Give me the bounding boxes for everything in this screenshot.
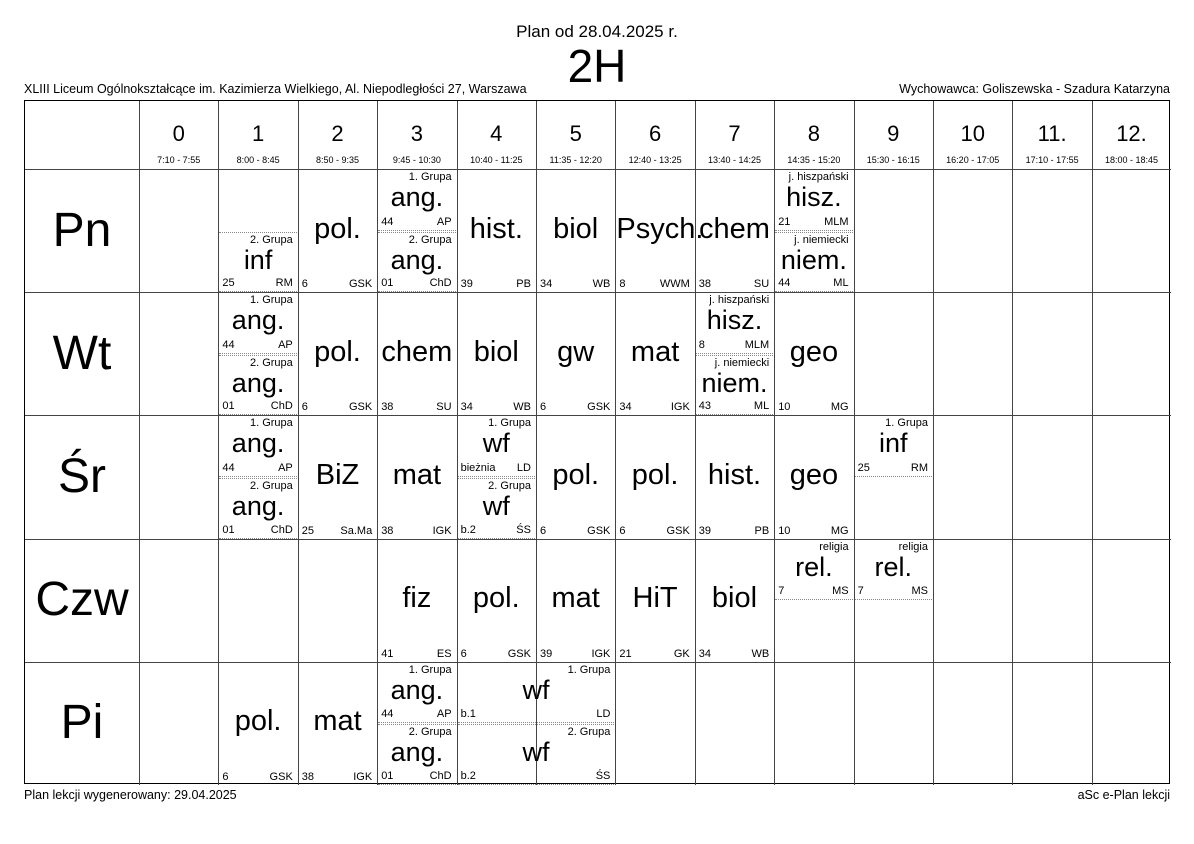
lesson-subject: hisz.: [706, 305, 763, 336]
lesson-cell: [219, 232, 296, 293]
lesson-cell: [775, 416, 852, 538]
lesson-cell: [219, 293, 296, 354]
period-number: 0: [172, 121, 185, 146]
lesson-teacher: GSK: [348, 401, 373, 414]
lesson-cell: [378, 293, 455, 415]
generated-date: Plan lekcji wygenerowany: 29.04.2025: [24, 788, 237, 802]
lesson-subject: wf: [522, 737, 550, 768]
lesson-cell: [616, 540, 693, 662]
lesson-teacher: GSK: [269, 770, 293, 783]
day-name: Pi: [60, 696, 104, 750]
period-time: 17:10 - 17:55: [1025, 155, 1079, 165]
lesson-subject: inf: [243, 244, 273, 275]
plan-date-title: Plan od 28.04.2025 r.: [516, 22, 678, 41]
lesson-teacher: PB: [754, 524, 770, 537]
lesson-teacher: AP: [436, 215, 452, 228]
lesson-subject: Psych.: [616, 212, 704, 245]
lesson-subject: inf: [879, 428, 908, 459]
lesson-cell: [299, 416, 376, 538]
lesson-subject: ang.: [231, 491, 285, 521]
lesson-room: 38: [381, 524, 394, 537]
lesson-group: j. niemiecki: [714, 356, 770, 369]
grid-vline: [1012, 101, 1013, 785]
lesson-subject: pol.: [234, 705, 282, 738]
lesson-teacher: ChD: [270, 400, 293, 413]
lesson-teacher: AP: [436, 708, 452, 721]
software-credit: aSc e-Plan lekcji: [1077, 788, 1170, 802]
lesson-room: 21: [619, 647, 632, 660]
lesson-room: b.2: [460, 523, 476, 536]
lesson-cell: [696, 355, 773, 416]
lesson-teacher: IGK: [591, 647, 611, 660]
lesson-room: 6: [619, 524, 626, 537]
lesson-cell: [378, 170, 455, 231]
lesson-group: j. hiszpański: [788, 171, 849, 183]
lesson-cell: [219, 416, 296, 477]
lesson-teacher: ChD: [429, 769, 452, 782]
school-name: XLIII Liceum Ogólnokształcące im. Kazimierza Wielkiego, Al. Niepodległości 27, Warszawa: [24, 82, 527, 96]
lesson-room: 8: [619, 278, 626, 291]
period-time: 10:40 - 11:25: [470, 155, 523, 165]
lesson-subject: hist.: [707, 458, 762, 491]
period-number: 3: [410, 121, 423, 146]
lesson-room: 44: [778, 277, 791, 290]
lesson-cell: [537, 170, 614, 292]
lesson-subject: biol: [473, 335, 519, 368]
lesson-teacher: ChD: [270, 523, 293, 536]
lesson-room: 21: [778, 215, 791, 228]
lesson-cell: [458, 540, 535, 662]
grid-vline: [139, 101, 140, 785]
lesson-teacher: LD: [596, 708, 611, 721]
lesson-subject: wf: [482, 491, 510, 521]
lesson-cell: [775, 540, 852, 601]
period-number: 1: [251, 121, 265, 146]
lesson-group: 1. Grupa: [488, 417, 531, 430]
lesson-cell: [855, 416, 932, 477]
lesson-teacher: IGK: [353, 770, 373, 783]
lesson-room: 43: [698, 400, 712, 413]
lesson-room: 01: [381, 769, 394, 782]
lesson-room: 01: [381, 277, 394, 290]
lesson-group: 2. Grupa: [408, 726, 452, 739]
period-time: 11:35 - 12:20: [549, 155, 602, 165]
lesson-subject: biol: [553, 212, 599, 245]
lesson-cell: [775, 293, 852, 415]
lesson-room: 44: [222, 461, 235, 474]
lesson-subject: pol.: [472, 582, 520, 615]
lesson-group: 1. Grupa: [567, 663, 611, 676]
lesson-room: 25: [301, 524, 315, 537]
lesson-subject: hisz.: [786, 182, 842, 212]
lesson-subject: mat: [313, 705, 362, 738]
lesson-cell: [458, 170, 535, 292]
lesson-room: 6: [301, 401, 308, 414]
lesson-teacher: MLM: [824, 215, 849, 228]
lesson-room: 25: [857, 461, 870, 474]
period-time: 9:45 - 10:30: [392, 155, 441, 165]
lesson-room: 34: [619, 401, 632, 414]
lesson-group: 1. Grupa: [249, 294, 293, 307]
lesson-cell: [219, 663, 296, 785]
period-time: 13:40 - 14:25: [707, 155, 762, 165]
lesson-group: 1. Grupa: [408, 171, 452, 183]
lesson-cell: [616, 416, 693, 538]
lesson-subject: gw: [557, 335, 595, 368]
lesson-teacher: MS: [832, 585, 849, 598]
lesson-cell: [775, 170, 852, 231]
lesson-teacher: MG: [830, 524, 849, 537]
lesson-cell: [537, 416, 614, 538]
lesson-room: 6: [222, 770, 229, 783]
period-time: 14:35 - 15:20: [787, 155, 841, 165]
period-number: 7: [728, 121, 741, 146]
lesson-cell: [696, 170, 773, 292]
class-title: 2H: [567, 40, 627, 92]
lesson-subject: niem.: [701, 367, 768, 398]
lesson-room: 44: [381, 708, 394, 721]
lesson-room: 38: [301, 770, 315, 783]
lesson-room: 6: [540, 524, 547, 537]
tutor-name: Wychowawca: Goliszewska - Szadura Katarzyna: [899, 82, 1170, 96]
lesson-teacher: MG: [830, 401, 849, 414]
lesson-subject: niem.: [780, 244, 847, 275]
grid-vline: [933, 101, 934, 785]
lesson-teacher: RM: [910, 461, 928, 474]
period-number: 12.: [1116, 121, 1147, 146]
period-number: 2: [331, 121, 344, 146]
lesson-subject: pol.: [314, 212, 361, 245]
lesson-cell: [378, 724, 455, 785]
lesson-group: 2. Grupa: [249, 480, 293, 492]
period-time: 7:10 - 7:55: [157, 155, 201, 165]
lesson-cell: [775, 232, 852, 293]
lesson-cell: [696, 540, 773, 662]
lesson-cell: [378, 663, 455, 724]
lesson-cell: [616, 170, 704, 292]
lesson-subject: mat: [551, 582, 600, 615]
grid-vline: [1092, 101, 1093, 785]
lesson-teacher: SU: [753, 278, 770, 291]
lesson-room: 44: [222, 338, 235, 351]
lesson-room: 38: [698, 278, 712, 291]
lesson-cell: [696, 416, 773, 538]
lesson-subject: pol.: [552, 458, 600, 491]
lesson-subject: wf: [482, 428, 510, 459]
lesson-teacher: GSK: [587, 401, 611, 414]
period-number: 11.: [1037, 121, 1067, 146]
lesson-group: 2. Grupa: [249, 233, 293, 246]
lesson-teacher: ML: [833, 277, 849, 290]
period-number: 5: [569, 121, 582, 146]
lesson-teacher: MS: [911, 585, 928, 598]
lesson-subject: ang.: [390, 244, 444, 275]
period-time: 18:00 - 18:45: [1104, 155, 1159, 165]
lesson-teacher: Sa.Ma: [340, 524, 373, 537]
lesson-teacher: ML: [753, 400, 770, 413]
lesson-room: 39: [460, 278, 473, 291]
lesson-cell: [616, 293, 693, 415]
lesson-cell: [378, 232, 455, 293]
lesson-room: 38: [381, 401, 394, 414]
lesson-room: 10: [778, 524, 791, 537]
lesson-teacher: IGK: [670, 401, 690, 414]
lesson-teacher: IGK: [432, 524, 452, 537]
lesson-cell: [537, 540, 614, 662]
day-name: Czw: [35, 573, 129, 627]
lesson-cell: [219, 355, 296, 416]
lesson-subject: geo: [789, 458, 839, 491]
period-time: 16:20 - 17:05: [946, 155, 1000, 165]
lesson-subject: chem: [699, 212, 770, 245]
lesson-group: 1. Grupa: [408, 663, 452, 676]
lesson-room: 10: [778, 401, 791, 414]
lesson-cell: [537, 293, 614, 415]
lesson-teacher: AP: [278, 461, 293, 474]
period-number: 8: [807, 121, 820, 146]
lesson-teacher: ChD: [429, 277, 452, 290]
lesson-subject: rel.: [874, 551, 913, 582]
lesson-group: 1. Grupa: [885, 417, 928, 430]
lesson-teacher: MLM: [744, 338, 770, 351]
lesson-subject: ang.: [231, 428, 285, 459]
lesson-cell: [458, 724, 615, 785]
lesson-room: 8: [698, 338, 705, 351]
lesson-subject: mat: [392, 458, 442, 491]
lesson-room: b.1: [460, 708, 476, 721]
lesson-teacher: ŚS: [595, 769, 611, 782]
lesson-cell: [299, 293, 376, 415]
lesson-group: j. niemiecki: [794, 233, 849, 246]
lesson-subject: geo: [789, 335, 839, 368]
period-number: 10: [960, 121, 985, 146]
lesson-group: 2. Grupa: [488, 480, 531, 492]
lesson-subject: ang.: [231, 305, 285, 336]
period-time: 12:40 - 13:25: [628, 155, 682, 165]
lesson-cell: [299, 170, 376, 292]
lesson-cell: [458, 293, 535, 415]
lesson-group: 2. Grupa: [567, 726, 611, 739]
period-time: 15:30 - 16:15: [866, 155, 920, 165]
lesson-cell: [299, 663, 376, 785]
day-name: Pn: [52, 203, 112, 257]
lesson-teacher: WWM: [659, 278, 690, 291]
lesson-room: 39: [698, 524, 712, 537]
lesson-room: 34: [460, 401, 473, 414]
lesson-teacher: ŚS: [516, 523, 531, 536]
lesson-subject: pol.: [631, 458, 679, 491]
lesson-cell: [696, 293, 773, 354]
lesson-teacher: RM: [275, 277, 293, 290]
timetable-grid: [24, 100, 1170, 784]
lesson-teacher: SU: [436, 401, 452, 414]
lesson-teacher: AP: [278, 338, 293, 351]
lesson-room: 01: [222, 523, 235, 536]
lesson-cell: [458, 416, 535, 477]
lesson-room: 41: [381, 647, 394, 660]
lesson-room: 6: [540, 401, 547, 414]
lesson-subject: ang.: [390, 737, 444, 768]
lesson-subject: pol.: [314, 335, 361, 368]
lesson-subject: ang.: [231, 367, 285, 398]
lesson-room: 6: [460, 647, 467, 660]
lesson-cell: [219, 478, 296, 539]
lesson-subject: HiT: [632, 582, 678, 615]
lesson-room: bieżnia: [460, 461, 496, 474]
lesson-teacher: GSK: [348, 278, 373, 291]
lesson-teacher: GSK: [666, 524, 690, 537]
lesson-subject: rel.: [795, 551, 833, 582]
lesson-cell: [855, 540, 932, 601]
lesson-group: religia: [819, 540, 849, 553]
period-time: 8:00 - 8:45: [236, 155, 280, 165]
lesson-room: 01: [222, 400, 235, 413]
lesson-room: 6: [301, 278, 308, 291]
lesson-subject: fiz: [402, 582, 432, 615]
period-number: 4: [490, 121, 503, 146]
lesson-group: religia: [898, 540, 928, 553]
period-number: 6: [648, 121, 662, 146]
lesson-teacher: WB: [751, 647, 770, 660]
lesson-subject: wf: [522, 674, 550, 705]
lesson-room: 34: [698, 647, 712, 660]
lesson-teacher: GK: [673, 647, 690, 660]
lesson-room: 7: [778, 585, 785, 598]
day-name: Śr: [58, 450, 106, 503]
lesson-teacher: WB: [592, 278, 611, 291]
period-number: 9: [887, 121, 900, 146]
lesson-subject: mat: [630, 335, 680, 368]
lesson-teacher: PB: [516, 278, 531, 291]
lesson-subject: biol: [711, 582, 758, 615]
lesson-teacher: GSK: [587, 524, 611, 537]
lesson-subject: BiZ: [315, 458, 360, 491]
lesson-room: 39: [540, 647, 553, 660]
lesson-cell: [378, 540, 455, 662]
lesson-subject: ang.: [390, 674, 444, 705]
lesson-room: 25: [222, 277, 235, 290]
lesson-subject: hist.: [469, 212, 523, 245]
lesson-subject: ang.: [390, 182, 444, 212]
lesson-cell: [458, 478, 535, 539]
lesson-room: 34: [540, 278, 553, 291]
lesson-cell: [458, 663, 615, 724]
lesson-group: 2. Grupa: [408, 233, 452, 246]
lesson-room: 44: [381, 215, 394, 228]
lesson-teacher: WB: [513, 401, 531, 414]
period-time: 8:50 - 9:35: [315, 155, 359, 165]
lesson-group: 1. Grupa: [249, 417, 293, 430]
lesson-room: 7: [857, 585, 864, 598]
lesson-subject: chem: [381, 335, 453, 368]
lesson-cell: [378, 416, 455, 538]
lesson-teacher: ES: [436, 647, 452, 660]
lesson-group: 2. Grupa: [249, 356, 293, 369]
day-name: Wt: [52, 326, 112, 380]
lesson-room: b.2: [460, 769, 476, 782]
lesson-teacher: GSK: [507, 647, 531, 660]
lesson-group: j. hiszpański: [709, 294, 770, 307]
lesson-teacher: LD: [516, 461, 531, 474]
